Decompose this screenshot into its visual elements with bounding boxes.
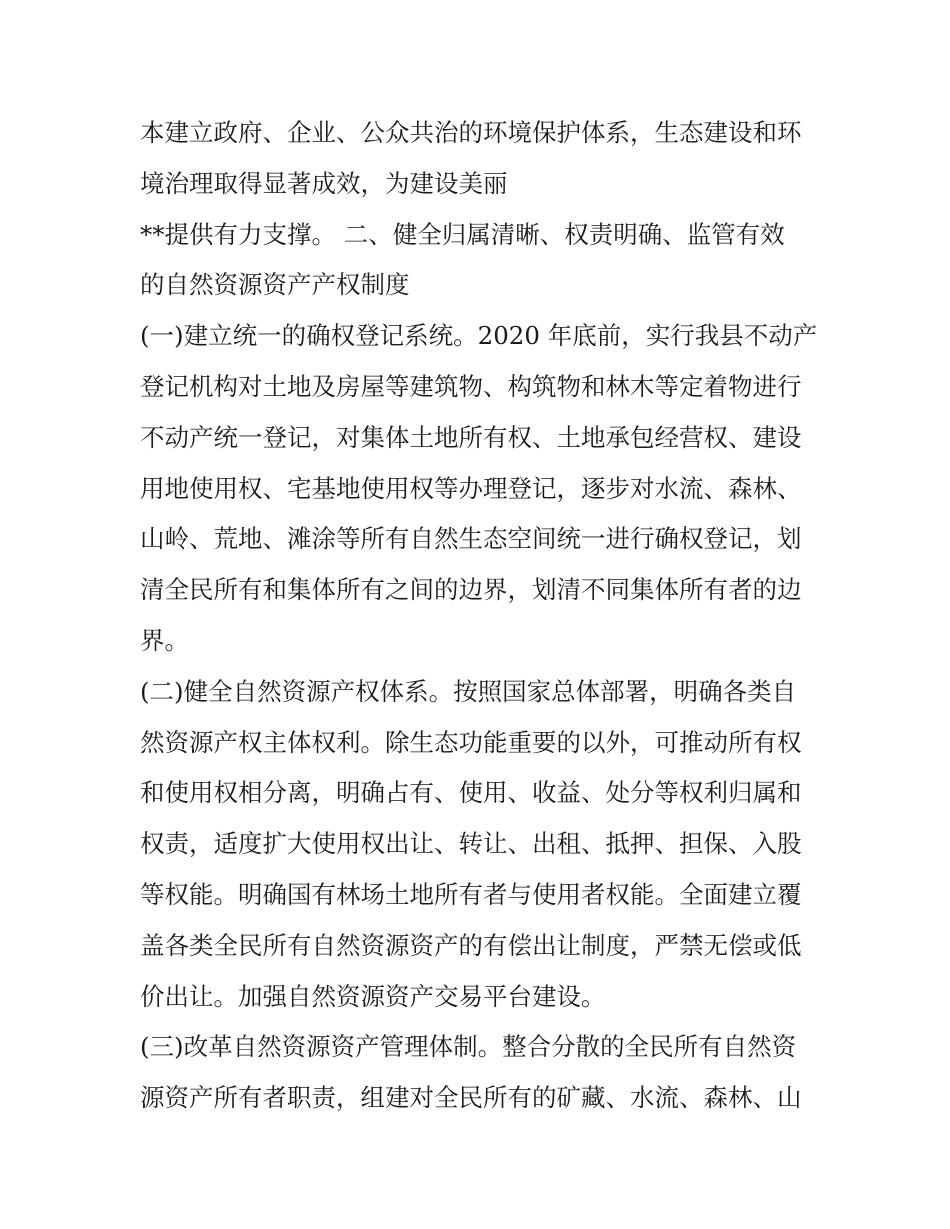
text-line: 然资源产权主体权利。除生态功能重要的以外，可推动所有权 [140, 727, 802, 757]
text-line: 权责，适度扩大使用权出让、转让、出租、抵押、担保、入股 [140, 829, 802, 859]
text-line: 清全民所有和集体所有之间的边界，划清不同集体所有者的边 [140, 575, 802, 605]
text-line: 山岭、荒地、滩涂等所有自然生态空间统一进行确权登记，划 [140, 524, 802, 554]
text-line: 源资产所有者职责，组建对全民所有的矿藏、水流、森林、山 [140, 1083, 802, 1113]
text-line: 价出让。加强自然资源资产交易平台建设。 [140, 981, 606, 1011]
text-line: 本建立政府、企业、公众共治的环境保护体系，生态建设和环 [140, 118, 802, 147]
text-line: **提供有力支撑。 二、健全归属清晰、权责明确、监管有效 [140, 219, 785, 249]
document-body [140, 108, 820, 1124]
text-line: 的自然资源资产产权制度 [140, 270, 410, 300]
text-line: 等权能。明确国有林场土地所有者与使用者权能。全面建立覆 [140, 879, 802, 909]
text-line: 不动产统一登记，对集体土地所有权、土地承包经营权、建设 [140, 422, 802, 452]
text-line: (二)健全自然资源产权体系。按照国家总体部署，明确各类自 [140, 676, 797, 706]
text-line: 和使用权相分离，明确占有、使用、收益、处分等权利归属和 [140, 778, 802, 808]
text-line: 界。 [140, 625, 189, 655]
text-line: 登记机构对土地及房屋等建筑物、构筑物和林木等定着物进行 [140, 371, 802, 401]
text-line: 境治理取得显著成效，为建设美丽 [140, 168, 508, 198]
text-line: (一)建立统一的确权登记系统。2020 年底前，实行我县不动产 [140, 321, 818, 351]
text-line: (三)改革自然资源资产管理体制。整合分散的全民所有自然资 [140, 1032, 797, 1062]
text-line: 盖各类全民所有自然资源资产的有偿出让制度，严禁无偿或低 [140, 930, 802, 960]
text-line: 用地使用权、宅基地使用权等办理登记，逐步对水流、森林、 [140, 473, 802, 503]
